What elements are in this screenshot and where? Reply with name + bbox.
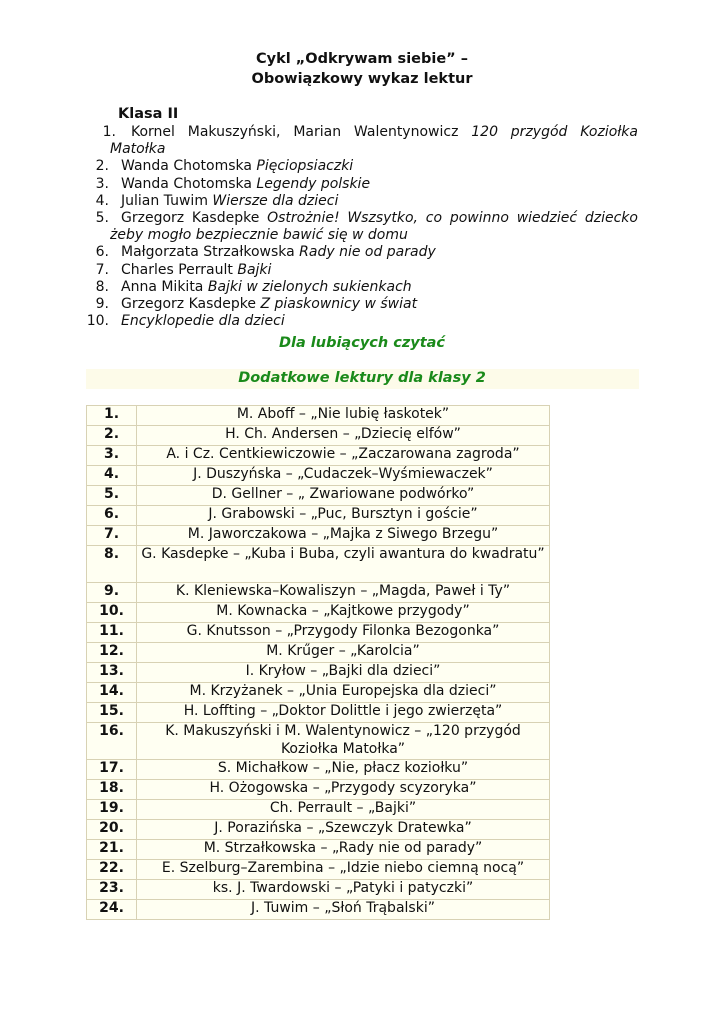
list-item-number: 10. <box>86 313 109 330</box>
extra-reading-heading: Dla lubiących czytać <box>278 335 446 351</box>
list-item <box>0 296 724 313</box>
list-item-title: Bajki w zielonych sukienkach <box>207 278 412 295</box>
row-entry: J. Tuwim – „Słoń Trąbalski” <box>137 900 550 920</box>
row-number: 7. <box>87 526 137 546</box>
list-item-number: 4. <box>95 192 109 209</box>
row-number: 6. <box>87 506 137 526</box>
row-number: 15. <box>87 703 137 723</box>
list-item <box>0 176 724 193</box>
table-row <box>87 486 550 506</box>
row-number: 5. <box>87 486 137 506</box>
table-row <box>87 466 550 486</box>
row-entry: A. i Cz. Centkiewiczowie – „Zaczarowana zagroda” <box>137 446 550 466</box>
row-entry: H. Ożogowska – „Przygody scyzoryka” <box>137 780 550 800</box>
list-item-text <box>121 262 271 279</box>
row-entry: M. Aboff – „Nie lubię łaskotek” <box>137 406 550 426</box>
list-item-number: 3. <box>95 175 109 192</box>
row-entry: E. Szelburg–Zarembina – „Idzie niebo ciemną nocą” <box>137 860 550 880</box>
document-title-line-1: Cykl „Odkrywam siebie” – <box>255 51 469 67</box>
table-row <box>87 683 550 703</box>
table-row <box>87 780 550 800</box>
row-number: 1. <box>87 406 137 426</box>
list-item-title: Rady nie od parady <box>299 244 436 261</box>
list-item-author: Wanda Chotomska <box>121 175 257 192</box>
row-number: 4. <box>87 466 137 486</box>
list-item <box>0 279 724 296</box>
table-row <box>87 546 550 583</box>
row-number: 24. <box>87 900 137 920</box>
list-item-title: Legendy polskie <box>256 175 371 192</box>
table-row <box>87 760 550 780</box>
list-item-text <box>121 158 353 175</box>
list-item-title: Z piaskownicy w świat <box>260 295 418 312</box>
table-row <box>87 703 550 723</box>
table-row <box>87 623 550 643</box>
list-item-title: Encyklopedie dla dzieci <box>121 313 285 330</box>
row-entry: M. Kownacka – „Kajtkowe przygody” <box>137 603 550 623</box>
list-item-number: 9. <box>95 295 109 312</box>
row-number: 10. <box>87 603 137 623</box>
table-row <box>87 860 550 880</box>
row-entry: D. Gellner – „ Zwariowane podwórko” <box>137 486 550 506</box>
list-item-author: Wanda Chotomska <box>121 158 257 175</box>
required-reading-list <box>0 124 724 330</box>
row-number: 8. <box>87 546 137 583</box>
table-row <box>87 840 550 860</box>
list-item-title: 120 przygód Koziołka <box>471 124 638 140</box>
list-item-text <box>121 279 412 296</box>
list-item-author: Małgorzata Strzałkowska <box>121 244 300 261</box>
table-row <box>87 723 550 760</box>
row-entry: K. Makuszyński i M. Walentynowicz – „120 przygód Koziołka Matołka” <box>137 723 550 760</box>
list-item-title: Bajki <box>237 261 272 278</box>
list-item-text <box>121 244 436 261</box>
list-item-number: 1. <box>102 124 116 140</box>
row-number: 16. <box>87 723 137 760</box>
table-row <box>87 426 550 446</box>
list-item <box>0 193 724 210</box>
row-number: 12. <box>87 643 137 663</box>
table-row <box>87 820 550 840</box>
class-heading: Klasa II <box>118 106 179 122</box>
row-number: 17. <box>87 760 137 780</box>
table-row <box>87 603 550 623</box>
document-title-line-2: Obowiązkowy wykaz lektur <box>251 71 473 87</box>
list-item <box>0 158 724 175</box>
list-item-author: Kornel Makuszyński, Marian Walentynowicz <box>131 124 472 140</box>
row-entry: M. Krzyżanek – „Unia Europejska dla dzieci” <box>137 683 550 703</box>
row-entry: I. Kryłow – „Bajki dla dzieci” <box>137 663 550 683</box>
table-row <box>87 406 550 426</box>
row-number: 14. <box>87 683 137 703</box>
list-item-continuation <box>0 227 724 244</box>
list-item-title-continued: żeby mogło bezpiecznie bawić się w domu <box>110 227 408 244</box>
row-number: 18. <box>87 780 137 800</box>
list-item <box>0 313 724 330</box>
list-item-number: 8. <box>95 278 109 295</box>
table-row <box>87 643 550 663</box>
list-item-author: Grzegorz Kasdepke <box>121 209 268 226</box>
row-number: 21. <box>87 840 137 860</box>
row-number: 23. <box>87 880 137 900</box>
row-entry: M. Jaworczakowa – „Majka z Siwego Brzegu” <box>137 526 550 546</box>
row-number: 20. <box>87 820 137 840</box>
row-number: 2. <box>87 426 137 446</box>
list-item-text <box>131 124 638 141</box>
table-row <box>87 446 550 466</box>
row-entry: J. Grabowski – „Puc, Bursztyn i goście” <box>137 506 550 526</box>
list-item-text <box>121 210 638 227</box>
row-number: 9. <box>87 583 137 603</box>
row-number: 22. <box>87 860 137 880</box>
row-number: 19. <box>87 800 137 820</box>
list-item-author: Charles Perrault <box>121 261 238 278</box>
row-entry: Ch. Perrault – „Bajki” <box>137 800 550 820</box>
list-item-text <box>121 193 338 210</box>
row-entry: H. Ch. Andersen – „Dziecię elfów” <box>137 426 550 446</box>
list-item-number: 5. <box>95 209 109 226</box>
row-entry: G. Kasdepke – „Kuba i Buba, czyli awantura do kwadratu” <box>137 546 550 583</box>
list-item-title-continued: Matołka <box>110 141 166 158</box>
row-entry: H. Loffting – „Doktor Dolittle i jego zwierzęta” <box>137 703 550 723</box>
list-item-title: Pięciopsiaczki <box>256 158 354 175</box>
table-row <box>87 663 550 683</box>
row-number: 13. <box>87 663 137 683</box>
list-item-title: Wiersze dla dzieci <box>212 192 339 209</box>
list-item <box>0 124 724 141</box>
row-entry: K. Kleniewska–Kowaliszyn – „Magda, Paweł i Ty” <box>137 583 550 603</box>
row-entry: J. Duszyńska – „Cudaczek–Wyśmiewaczek” <box>137 466 550 486</box>
list-item-number: 7. <box>95 261 109 278</box>
table-row <box>87 506 550 526</box>
list-item <box>0 244 724 261</box>
list-item-title: Ostrożnie! Wszsytko, co powinno wiedzieć dziecko <box>267 209 638 226</box>
additional-readings-heading: Dodatkowe lektury dla klasy 2 <box>238 370 486 386</box>
list-item-author: Anna Mikita <box>121 278 208 295</box>
additional-readings-table <box>86 405 550 920</box>
row-entry: S. Michałkow – „Nie, płacz koziołku” <box>137 760 550 780</box>
row-entry: M. Krűger – „Karolcia” <box>137 643 550 663</box>
table-row <box>87 800 550 820</box>
list-item <box>0 210 724 227</box>
list-item-continuation <box>0 141 724 158</box>
table-row <box>87 880 550 900</box>
row-number: 11. <box>87 623 137 643</box>
list-item-text <box>121 313 285 330</box>
row-entry: J. Porazińska – „Szewczyk Dratewka” <box>137 820 550 840</box>
list-item-author: Julian Tuwim <box>121 192 213 209</box>
list-item-number: 2. <box>95 158 109 175</box>
list-item-author: Grzegorz Kasdepke <box>121 295 261 312</box>
list-item-text <box>121 176 370 193</box>
table-row <box>87 583 550 603</box>
table-row <box>87 526 550 546</box>
row-entry: ks. J. Twardowski – „Patyki i patyczki” <box>137 880 550 900</box>
row-entry: G. Knutsson – „Przygody Filonka Bezogonka” <box>137 623 550 643</box>
row-entry: M. Strzałkowska – „Rady nie od parady” <box>137 840 550 860</box>
list-item-text <box>121 296 417 313</box>
list-item <box>0 262 724 279</box>
list-item-number: 6. <box>95 244 109 261</box>
row-number: 3. <box>87 446 137 466</box>
table-row <box>87 900 550 920</box>
